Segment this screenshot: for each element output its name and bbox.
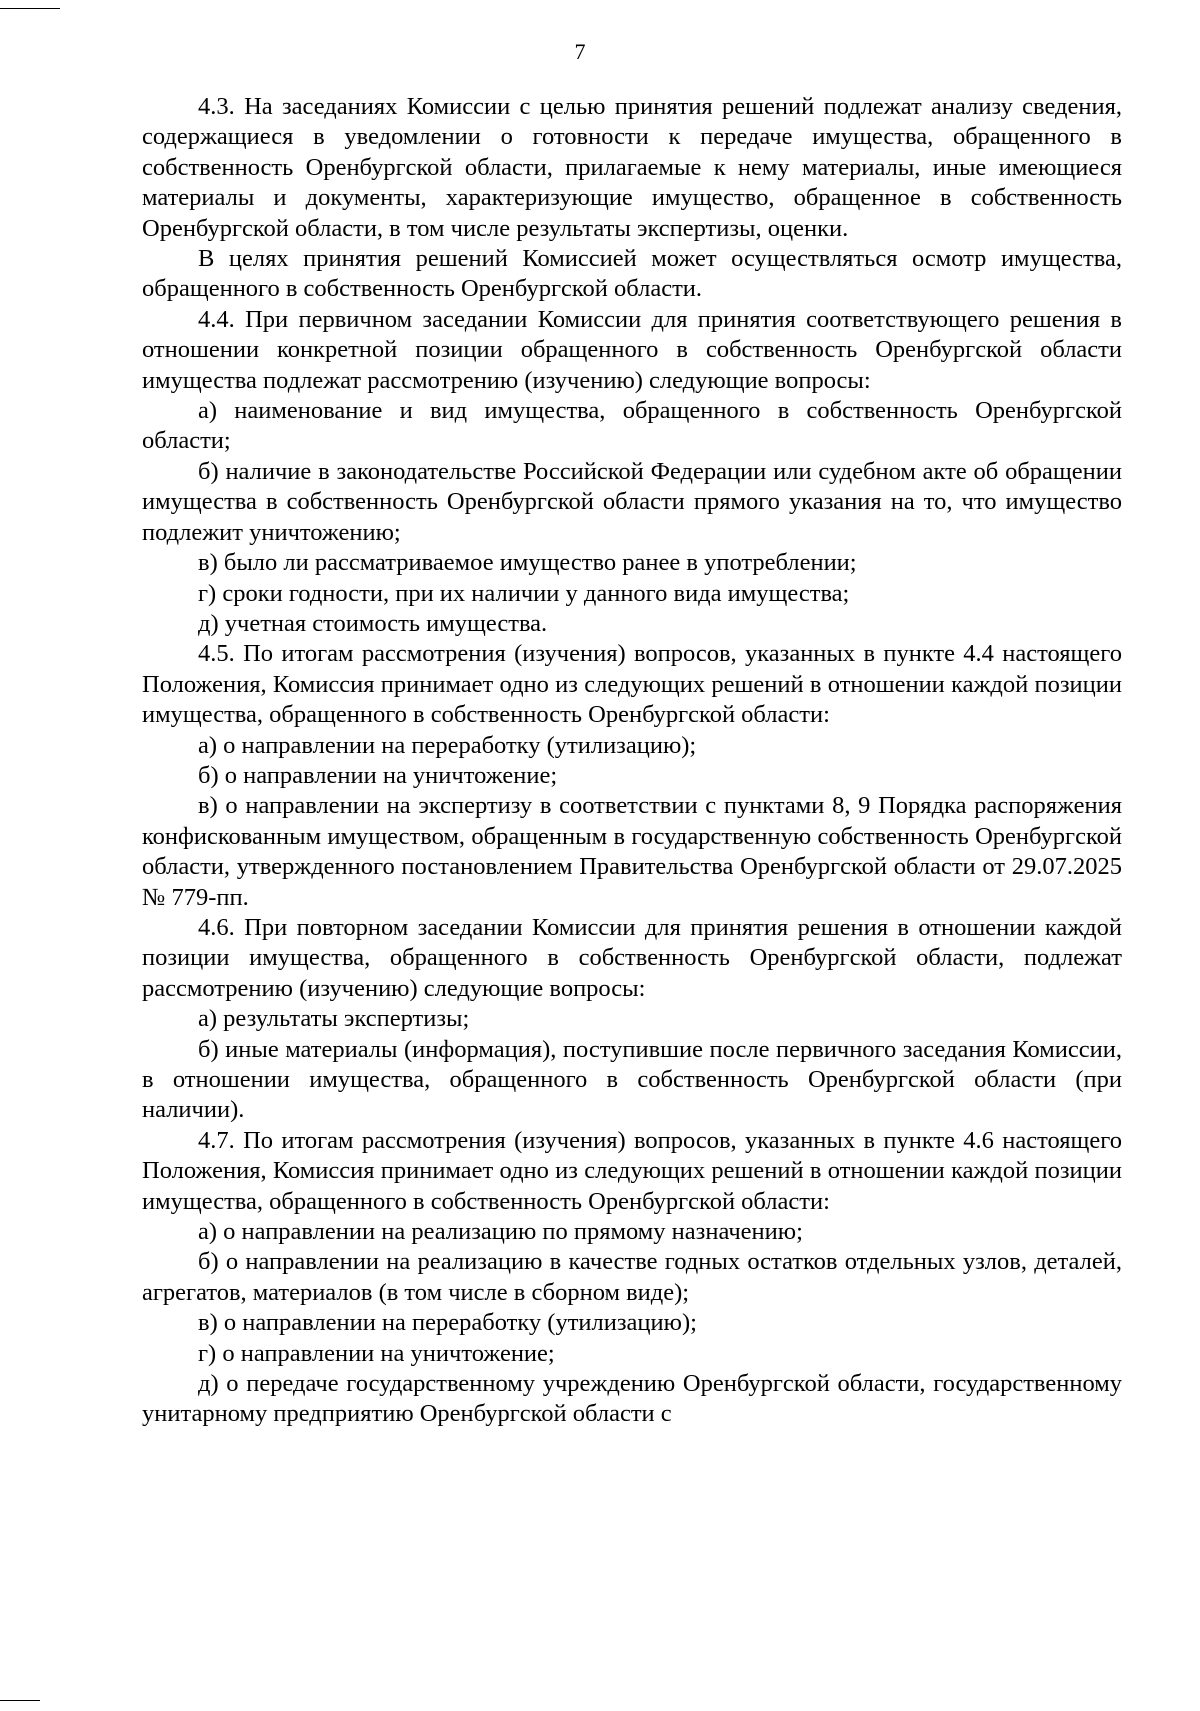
list-item-4-5-b: б) о направлении на уничтожение;	[198, 761, 558, 789]
list-item-4-7-d: д) о передаче государственному учреждению Оренбургской области, государственному унитарному предприятию Оренбургской области с	[142, 1370, 1122, 1428]
list-item-4-6-a: а) результаты экспертизы;	[198, 1005, 470, 1033]
page-number: 7	[574, 39, 586, 64]
list-item-4-5-v: в) о направлении на экспертизу в соответствии с пунктами 8, 9 Порядка распоряжения конфискованным имуществом, обращенным в государственную собственность Оренбургской области, утвержденного постановлением Правительства Оренбургской области от 29.07.2025 № 779-пп.	[142, 792, 1122, 911]
list-item-4-4-v: в) было ли рассматриваемое имущество ранее в употреблении;	[198, 549, 857, 577]
scan-artifact-top-left	[0, 8, 60, 9]
paragraph-4-3: 4.3. На заседаниях Комиссии с целью принятия решений подлежат анализу сведения, содержащиеся в уведомлении о готовности к передаче имущества, обращенного в собственность Оренбургской области, прилагаемые к нему материалы, иные имеющиеся материалы и документы, характеризующие имущество, обращенное в собственность Оренбургской области, в том числе результаты экспертизы, оценки.	[142, 93, 1122, 242]
list-item-4-4-a: а) наименование и вид имущества, обращенного в собственность Оренбургской области;	[142, 397, 1122, 455]
list-item-4-4-d: д) учетная стоимость имущества.	[198, 609, 548, 637]
list-item-4-4-g: г) сроки годности, при их наличии у данного вида имущества;	[198, 579, 850, 607]
list-item-4-7-g: г) о направлении на уничтожение;	[198, 1339, 555, 1367]
document-body	[142, 92, 1122, 1430]
list-item-4-7-v: в) о направлении на переработку (утилизацию);	[198, 1309, 697, 1337]
list-item-4-4-b: б) наличие в законодательстве Российской Федерации или судебном акте об обращении имущества в собственность Оренбургской области прямого указания на то, что имущество подлежит уничтожению;	[142, 457, 1122, 546]
paragraph-inspection: В целях принятия решений Комиссией может осуществляться осмотр имущества, обращенного в собственность Оренбургской области.	[142, 245, 1122, 303]
list-item-4-7-a: а) о направлении на реализацию по прямому назначению;	[198, 1218, 803, 1246]
list-item-4-6-b: б) иные материалы (информация), поступившие после первичного заседания Комиссии, в отношении имущества, обращенного в собственность Оренбургской области (при наличии).	[142, 1035, 1122, 1124]
paragraph-4-4: 4.4. При первичном заседании Комиссии для принятия соответствующего решения в отношении конкретной позиции обращенного в собственность Оренбургской области имущества подлежат рассмотрению (изучению) следующие вопросы:	[142, 305, 1122, 394]
list-item-4-7-b: б) о направлении на реализацию в качестве годных остатков отдельных узлов, деталей, агрегатов, материалов (в том числе в сборном виде);	[142, 1248, 1122, 1306]
list-item-4-5-a: а) о направлении на переработку (утилизацию);	[198, 731, 697, 759]
paragraph-4-7: 4.7. По итогам рассмотрения (изучения) вопросов, указанных в пункте 4.6 настоящего Положения, Комиссия принимает одно из следующих решений в отношении каждой позиции имущества, обращенного в собственность Оренбургской области:	[142, 1126, 1122, 1215]
paragraph-4-6: 4.6. При повторном заседании Комиссии для принятия решения в отношении каждой позиции имущества, обращенного в собственность Оренбургской области, подлежат рассмотрению (изучению) следующие вопросы:	[142, 913, 1122, 1002]
paragraph-4-5: 4.5. По итогам рассмотрения (изучения) вопросов, указанных в пункте 4.4 настоящего Положения, Комиссия принимает одно из следующих решений в отношении каждой позиции имущества, обращенного в собственность Оренбургской области:	[142, 640, 1122, 729]
scan-artifact-bottom-left	[0, 1700, 40, 1701]
